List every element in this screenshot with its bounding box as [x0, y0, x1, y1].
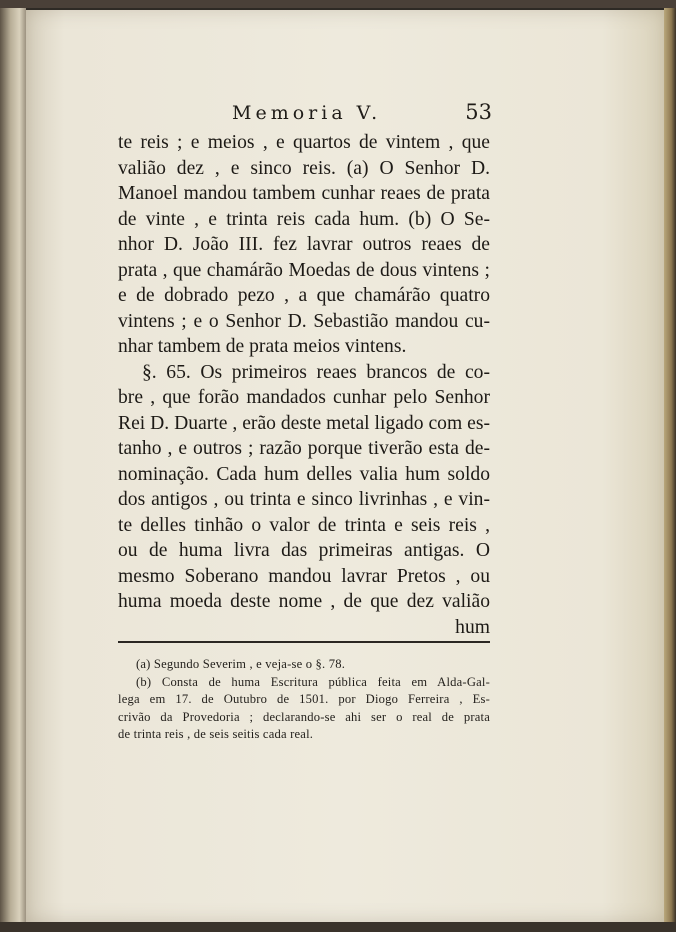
text-line: e de dobrado pezo , a que chamárão quatro	[118, 285, 490, 306]
text-line: de vinte , e trinta reis cada hum. (b) O Se-	[118, 208, 490, 230]
text-line: bre , que forão mandados cunhar pelo Senhor	[118, 387, 490, 408]
text-line: nhar tambem de prata meios vintens.	[118, 336, 407, 357]
footnote-b-line: de trinta reis , de seis seitis cada real.	[118, 727, 314, 741]
scan-top-edge	[0, 0, 676, 8]
text-line: valião dez , e sinco reis. (a) O Senhor D.	[118, 157, 490, 179]
footnote-b-line: (b) Consta de huma Escritura pública feita em Alda-Gal-	[136, 674, 490, 689]
text-line: tanho , e outros ; razão porque tiverão esta de-	[118, 438, 490, 459]
running-title: Memoria V.	[232, 102, 382, 124]
page-fore-edge	[664, 8, 676, 932]
text-line: Rei D. Duarte , erão deste metal ligado com es-	[118, 412, 490, 434]
running-header	[232, 100, 492, 130]
text-line: prata , que chamárão Moedas de dous vintens ;	[118, 259, 490, 281]
footnote-b-line: lega em 17. de Outubro de 1501. por Diogo Ferreira , Es-	[118, 692, 490, 706]
body-text	[118, 130, 490, 640]
footnote-b-line: crivão da Provedoria ; declarando-se ahi ser o real de prata	[118, 709, 490, 724]
text-line: vintens ; e o Senhor D. Sebastião mandou cu-	[118, 310, 490, 332]
text-line: te reis ; e meios , e quartos de vintem , que	[118, 132, 490, 153]
text-line: nhor D. João III. fez lavrar outros reaes de	[118, 234, 490, 255]
footnote-rule	[118, 641, 490, 643]
text-line: dos antigos , ou trinta e sinco livrinhas , e vin-	[118, 489, 490, 510]
text-line: mesmo Soberano mandou lavrar Pretos , ou	[118, 565, 490, 587]
footnotes	[118, 656, 490, 744]
text-line: huma moeda deste nome , de que dez valião	[118, 591, 490, 612]
page-number: 53	[465, 100, 492, 124]
catchword: hum	[455, 616, 490, 638]
section-heading-line: §. 65. Os primeiros reaes brancos de co-	[142, 361, 490, 383]
previous-page-edge	[0, 8, 26, 932]
text-line: ou de huma livra das primeiras antigas. O	[118, 540, 490, 561]
scan-bottom-edge	[0, 922, 676, 932]
text-line: te delles tinhão o valor de trinta e seis reis ,	[118, 514, 490, 536]
footnote-a: (a) Segundo Severim , e veja-se o §. 78.	[136, 657, 346, 671]
text-line: nominação. Cada hum delles valia hum soldo	[118, 463, 490, 485]
text-line: Manoel mandou tambem cunhar reaes de prata	[118, 183, 490, 204]
